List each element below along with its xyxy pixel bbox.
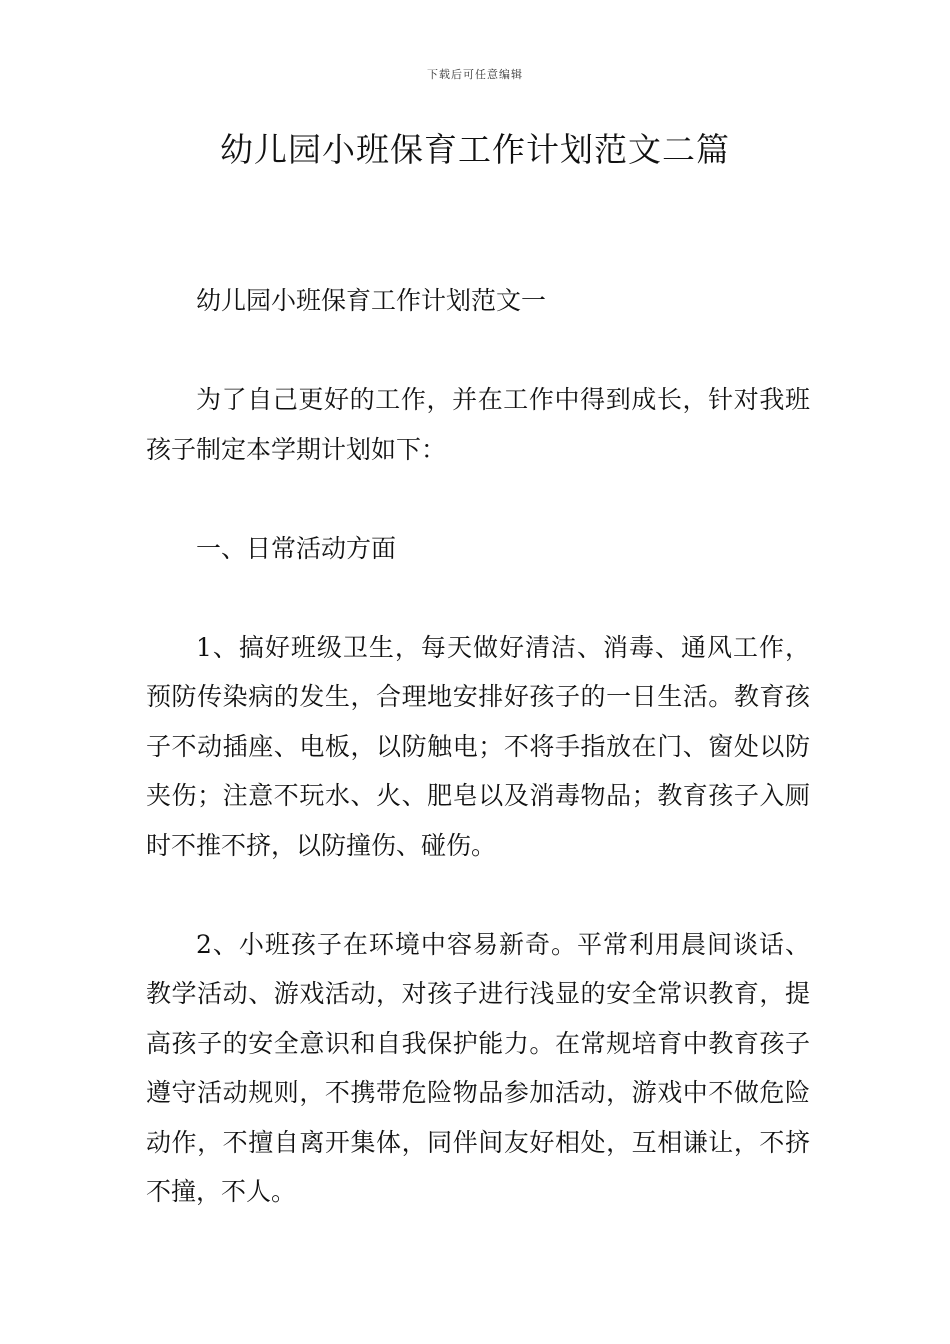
header-note: 下载后可任意编辑 <box>427 68 523 81</box>
paragraph-spacer <box>146 573 810 623</box>
document-body <box>146 276 810 1217</box>
paragraph-item-1: 1、搞好班级卫生，每天做好清洁、消毒、通风工作，预防传染病的发生，合理地安排好孩子的一日生活。教育孩子不动插座、电板，以防触电；不将手指放在门、窗处以防夹伤；注意不玩水、火、肥皂以及消毒物品；教育孩子入厕时不推不挤，以防撞伤、碰伤。 <box>146 632 810 860</box>
paragraph-spacer <box>146 870 810 920</box>
intro-paragraph: 为了自己更好的工作，并在工作中得到成长，针对我班孩子制定本学期计划如下： <box>146 385 810 464</box>
paragraph-spacer <box>146 474 810 524</box>
section-heading-1: 幼儿园小班保育工作计划范文一 <box>196 286 547 315</box>
paragraph-item-2: 2、小班孩子在环境中容易新奇。平常利用晨间谈话、教学活动、游戏活动，对孩子进行浅显的安全常识教育，提高孩子的安全意识和自我保护能力。在常规培育中教育孩子遵守活动规则，不携带危险物品参加活动，游戏中不做危险动作，不擅自离开集体，同伴间友好相处，互相谦让，不挤不撞，不人。 <box>146 929 810 1206</box>
paragraph-spacer <box>146 326 810 376</box>
document-title: 幼儿园小班保育工作计划范文二篇 <box>220 130 730 169</box>
subsection-heading: 一、日常活动方面 <box>196 533 397 563</box>
